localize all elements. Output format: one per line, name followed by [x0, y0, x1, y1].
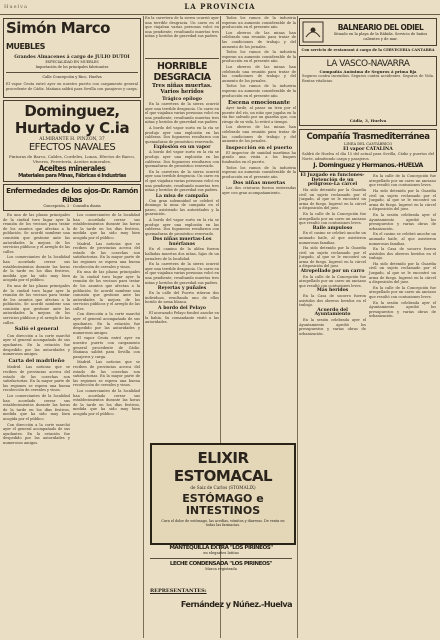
- ad-mantequilla: MANTEQUILLA EXTRA "LOS PIRINEOS": [169, 545, 273, 551]
- ad-elixir-title: ELIXIR ESTOMACAL: [173, 449, 273, 485]
- ad-balneario-title: BALNEARIO DEL ODIEL: [337, 23, 424, 33]
- ad-elixir-line2: INTESTINOS: [185, 504, 261, 517]
- ad-trasmed-sub: LINEA DEL CANTÁBRICO: [343, 142, 393, 146]
- ad-dominguez-foot1: Aceites minerales: [38, 164, 106, 173]
- section-heading: Atropellado por un carro: [300, 269, 365, 275]
- ad-simon-marco: [3, 18, 141, 98]
- masthead-left: Huelva: [4, 4, 28, 10]
- section-heading: Dos niñas muertas: [232, 180, 286, 187]
- section-heading: Reyertas y puñales: [157, 286, 207, 292]
- col2-lead-text: En la carretera de la sierra ocurrió ayer una terrible desgracia. Un carro en el que viajaban varias personas volcó en una pendiente, resultando muertas tres niñas y heridos de gravedad sus padres.: [145, 16, 219, 39]
- ad-trasmed-agent: J. Dominguez y Hermanos.-HUELVA: [313, 161, 423, 170]
- column-rule: [297, 16, 298, 638]
- rep-name: Fernández y Núñez.-Huelva: [180, 600, 292, 609]
- headline-horrible-desgracia: HORRIBLE DESGRACIA: [153, 61, 211, 83]
- rep-heading: REPRESENTANTES:: [150, 588, 207, 594]
- section-heading: Acuerdo del Ayuntamiento: [314, 307, 351, 318]
- section-heading: Explosión en un vapor: [153, 145, 211, 151]
- section-heading: A bordo del Pelayo: [158, 305, 206, 311]
- column-4: [299, 16, 437, 638]
- ad-mantequilla-sub: en elegantes latitas: [203, 551, 239, 555]
- column-1-body: [3, 213, 141, 447]
- section-heading: Escena emocionante: [227, 100, 291, 107]
- ad-simon-marco-line: Grandes Almacenes á cargo de JULIO DUTOI: [14, 55, 130, 60]
- ad-elixir-line1: ESTÓMAGO e: [182, 492, 264, 505]
- masthead-title: LA PROVINCIA: [184, 2, 256, 11]
- ad-balneario-foot: Con servicio de restaurant á cargo de la CERVECERIA CANTABRA: [301, 48, 435, 52]
- section-heading: Carta del madrileño: [8, 357, 65, 364]
- ad-dominguez-title: Dominguez, Hurtado y C.ia: [14, 102, 130, 137]
- column-rule: [143, 16, 144, 638]
- section-heading: La misa de campaña: [155, 193, 209, 199]
- ad-dominguez-body: Pinturas de Barco, Cables, Cordeles, Lonas, Efectos de Barco, Víveres, Ferretería, Aceites minerales.: [8, 154, 136, 164]
- ad-simon-marco-detail: El vapor Ceuta entró ayer en nuestro puerto con cargamento general procedente de Cádiz. Mañana saldrá para Sevilla con pasajeros y carga.: [6, 82, 138, 91]
- ad-simon-marco-sub: MUEBLES: [6, 42, 45, 51]
- ad-elixir-sub: de Saiz de Carlos (STOMALIX): [190, 485, 256, 490]
- ad-ribas-title: Enfermedades de los ojos-Dr. Ramón Ribas: [6, 186, 138, 204]
- ad-simon-marco-addr: Calle Concepción y Rico, Huelva: [42, 75, 102, 79]
- ad-simon-marco-small2: Importación de los principales fabricantes: [35, 65, 109, 69]
- section-heading: Salió el general: [14, 326, 59, 333]
- ad-vasco-list: Seguros contra incendios. Seguros contra accidentes. Seguros de Vida. Rentas vitalicias.: [302, 74, 434, 83]
- ad-dominguez-sub: EFECTOS NAVALES: [28, 142, 116, 153]
- ad-trasmediterranea: [299, 129, 437, 172]
- ad-balneario-odiel: [299, 18, 437, 46]
- col2-text: En la carretera de la sierra ocurrió ayer una terrible desgracia. Un carro en el que viajaban varias personas volcó en una pendiente, resultando muertas tres niñas y heridos de gravedad sus padres. A bordo del vapor surto en la ría se produjo ayer una explosión en las calderas. Dos fogoneros resultaron con quemaduras de pronóstico reservado.: [145, 102, 219, 144]
- balneario-emblem-icon: [302, 21, 324, 43]
- ad-simon-marco-small1: ESPECIALIDAD EN MUEBLES: [45, 60, 99, 64]
- column-1-text-left: En una de las plazas principales de la ciudad tuvo lugar ayer la reunión de los vecinos para tratar de los asuntos que afectan a la población. Se acordó nombrar una comisión que gestione ante las autoridades la mejora de los servicios públicos y el arreglo de las calles. Los comerciantes de la localidad han acordado cerrar sus establecimientos durante las horas de la tarde en los días festivos, medida que ha sido muy bien acogida por el público. En una de las plazas principales de la ciudad tuvo lugar ayer la reunión de los vecinos para tratar de los asuntos que afectan a la población. Se acordó nombrar una comisión que gestione ante las autoridades la mejora de los servicios públicos y el arreglo de las calles. Salió el general Con dirección a la corte marchó ayer el general acompañado de sus ayudantes. En la estación fue despedido por las autoridades y numerosos amigos. Carta del madrileño Madrid. Las noticias que se reciben de provincias acerca del estado de las cosechas son satisfactorias. En la mayor parte de las regiones se espera una buena recolección de cereales y vinos. Los comerciantes de la localidad han acordado cerrar sus establecimientos durante las horas de la tarde en los días festivos, medida que ha sido muy bien acogida por el público. Con dirección a la corte marchó ayer el general acompañado de sus ayudantes. En la estación fue despedido por las autoridades y numerosos amigos.: [3, 213, 70, 445]
- section-heading: Baile ampuloso: [312, 225, 353, 231]
- ad-trasmed-title: Compañía Trasmediterránea: [306, 132, 430, 142]
- masthead: [0, 0, 440, 15]
- ad-ramon-ribas: [3, 184, 141, 211]
- section-heading: Más heridos: [316, 288, 349, 294]
- ad-leche-sub: Marca registrada: [205, 567, 237, 571]
- ad-vasco-sub: Compañía Anónima de Seguros á prima fija: [319, 69, 417, 74]
- ad-trasmed-ship: El vapor CATALINA: [343, 147, 393, 152]
- ad-vasco-foot: Cádiz, 3, Huelva: [349, 118, 387, 123]
- column-3: Todos los ramos de la industria esperan un aumento considerable de la producción en el presente año. Los obreros de las minas han celebrado una reunión para tratar de las condiciones de trabajo y del aumento de los jornales. Todos los ramos de la industria esperan un aumento considerable de la producción en el presente año. Los obreros de las minas han celebrado una reunión para tratar de las condiciones de trabajo y del aumento de los jornales. Todos los ramos de la industria esperan un aumento considerable de la producción en el presente año. Escena emocionante Ayer tarde, al pasar un tren por el puente del río, un niño que jugaba en la vía fue salvado por un guardia que, con riesgo de su vida, lo retiró a tiempo. Los obreros de las minas han celebrado una reunión para tratar de las condiciones de trabajo y del aumento de los jornales. Inspección en el puerto El inspector de sanidad marítima ha girado una visita a los buques fondeados en el puerto. Todos los ramos de la industria esperan un aumento considerable de la producción en el presente año. Dos niñas muertas Las dos criaturas fueron enterradas ayer con gran acompañamiento.: [222, 16, 296, 195]
- ad-dominguez-addr: ALMIRANTE H. PINZON, 37: [39, 137, 105, 142]
- representatives-box: [150, 588, 292, 636]
- column-2: En la carretera de la sierra ocurrió ayer una terrible desgracia. Un carro en el que viajaban varias personas volcó en una pendiente, resultando muertas tres niñas y heridos de gravedad sus padres. HORRIBLE DESGRACIA Tres niñas muertas. Varios heridos Trágico epílogo En la carretera de la sierra ocurrió ayer una terrible desgracia. Un carro en el que viajaban varias personas volcó en una pendiente, resultando muertas tres niñas y heridos de gravedad sus padres. A bordo del vapor surto en la ría se produjo ayer una explosión en las calderas. Dos fogoneros resultaron con quemaduras de pronóstico reservado. Explosión en un vapor A bordo del vapor surto en la ría se produjo ayer una explosión en las calderas. Dos fogoneros resultaron con quemaduras de pronóstico reservado. En la carretera de la sierra ocurrió ayer una terrible desgracia. Un carro en el que viajaban varias personas volcó en una pendiente, resultando muertas tres niñas y heridos de gravedad sus padres. La misa de campaña Con gran solemnidad se celebró el domingo la misa de campaña en el paseo, asistiendo las autoridades y la guarnición. A bordo del vapor surto en la ría se produjo ayer una explosión en las calderas. Dos fogoneros resultaron con quemaduras de pronóstico reservado. Dos niñas muertas-Los huérfanos En el camino de la aldea fueron halladas muertas dos niñas, hijas de un jornalero de la localidad. En la carretera de la sierra ocurrió ayer una terrible desgracia. Un carro en el que viajaban varias personas volcó en una pendiente, resultando muertas tres niñas y heridos de gravedad sus padres. Reyertas y puñales En la calle del Puerto riñeron dos individuos, resultando uno de ellos herido de arma blanca. A bordo del Pelayo El acorazado Pelayo fondeó anoche en la bahía. Su comandante visitó a las autoridades.: [145, 16, 219, 325]
- column-4-body: El Juzgado en funciones-Detención de un peligroso-La cárcel Ha sido detenido por la Guardia civil un sujeto reclamado por el Juzgado, al que se le encontró un arma de fuego. Ingresó en la cárcel a disposición del juez. En la calle de la Concepción fue atropellado por un carro un anciano que resultó con contusiones leves. Baile ampuloso En el casino se celebró anoche un animado baile, al que asistieron numerosas familias. Ha sido detenido por la Guardia civil un sujeto reclamado por el Juzgado, al que se le encontró un arma de fuego. Ingresó en la cárcel a disposición del juez. Atropellado por un carro En la calle de la Concepción fue atropellado por un carro un anciano que resultó con contusiones leves. Más heridos En la Casa de socorro fueron asistidos dos obreros heridos en el trabajo. Acuerdo del Ayuntamiento En la sesión celebrada ayer el Ayuntamiento aprobó los presupuestos y varias obras de urbanización. En la calle de la Concepción fue atropellado por un carro un anciano que resultó con contusiones leves. Ha sido detenido por la Guardia civil un sujeto reclamado por el Juzgado, al que se le encontró un arma de fuego. Ingresó en la cárcel a disposición del juez. En la sesión celebrada ayer el Ayuntamiento aprobó los presupuestos y varias obras de urbanización. En el casino se celebró anoche un animado baile, al que asistieron numerosas familias. En la Casa de socorro fueron asistidos dos obreros heridos en el trabajo. Ha sido detenido por la Guardia civil un sujeto reclamado por el Juzgado, al que se le encontró un arma de fuego. Ingresó en la cárcel a disposición del juez. En la calle de la Concepción fue atropellado por un carro un anciano que resultó con contusiones leves. En la sesión celebrada ayer el Ayuntamiento aprobó los presupuestos y varias obras de urbanización.: [299, 173, 436, 336]
- section-heading: Inspección en el puerto: [225, 144, 293, 151]
- ad-dominguez-hurtado: [3, 100, 141, 182]
- section-heading: El Juzgado en funciones-Detención de un peligroso-La cárcel: [300, 173, 365, 188]
- section-heading: Dos niñas muertas-Los huérfanos: [152, 237, 212, 248]
- ad-vasco-navarra: [299, 56, 437, 126]
- ad-balneario-text: Situado en la playa de la Rábida. Servicio de baños calientes y de mar.: [333, 32, 428, 41]
- section-heading: Trágico epílogo: [162, 97, 202, 102]
- column-1: [3, 16, 141, 638]
- ad-elixir-estomacal: [150, 443, 296, 545]
- ad-simon-marco-title: Simón Marco: [6, 19, 110, 37]
- ad-dominguez-foot2: Materiales para Minas, Fábricas é Industrias: [18, 173, 126, 179]
- column-1-text-right: Los comerciantes de la localidad han acordado cerrar sus establecimientos durante las horas de la tarde en los días festivos, medida que ha sido muy bien acogida por el público. Madrid. Las noticias que se reciben de provincias acerca del estado de las cosechas son satisfactorias. En la mayor parte de las regiones se espera una buena recolección de cereales y vinos. En una de las plazas principales de la ciudad tuvo lugar ayer la reunión de los vecinos para tratar de los asuntos que afectan a la población. Se acordó nombrar una comisión que gestione ante las autoridades la mejora de los servicios públicos y el arreglo de las calles. Con dirección a la corte marchó ayer el general acompañado de sus ayudantes. En la estación fue despedido por las autoridades y numerosos amigos. El vapor Ceuta entró ayer en nuestro puerto con cargamento general procedente de Cádiz. Mañana saldrá para Sevilla con pasajeros y carga. Madrid. Las noticias que se reciben de provincias acerca del estado de las cosechas son satisfactorias. En la mayor parte de las regiones se espera una buena recolección de cereales y vinos. Los comerciantes de la localidad han acordado cerrar sus establecimientos durante las horas de la tarde en los días festivos, medida que ha sido muy bien acogida por el público.: [73, 213, 140, 416]
- ad-trasmed-text: Saldrá de Huelva el día 15 del actual para Sevilla, Cádiz y puertos del Norte, admitiendo carga y pasajeros.: [302, 152, 434, 161]
- ad-ribas-sub: Concepción, 2 - Consulta diaria: [43, 204, 101, 208]
- ad-elixir-body: Cura el dolor de estómago, las acedías, vómitos y diarreas. De venta en todas las farmacias.: [161, 519, 285, 528]
- headline-sub: Tres niñas muertas. Varios heridos: [152, 83, 212, 95]
- ad-leche: LECHE CONDENSADA "LOS PIRINEOS": [169, 561, 273, 567]
- ad-vasco-title: LA VASCO-NAVARRA: [326, 59, 410, 69]
- ad-pirineos: [150, 545, 292, 572]
